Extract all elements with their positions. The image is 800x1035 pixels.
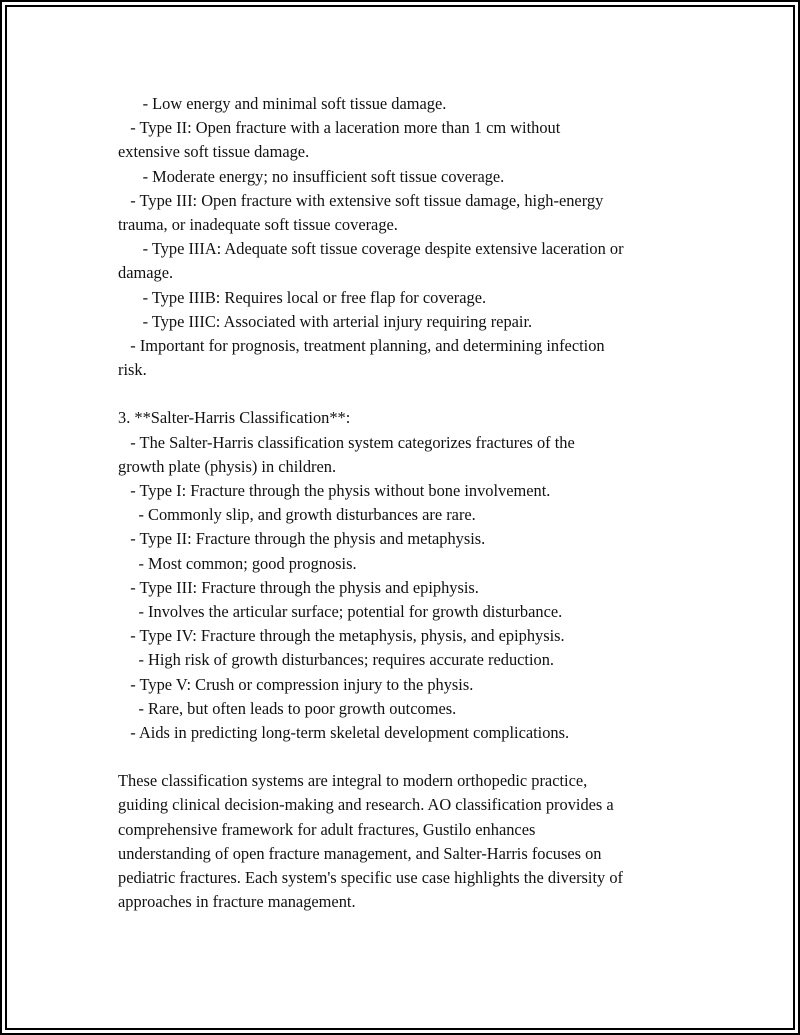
text-line: - The Salter-Harris classification system categorizes fractures of the bbox=[118, 432, 575, 452]
text-line: These classification systems are integral to modern orthopedic practice, bbox=[118, 771, 588, 791]
text-line: - Involves the articular surface; potential for growth disturbance. bbox=[118, 601, 563, 621]
text-line: - Type II: Fracture through the physis and metaphysis. bbox=[118, 529, 486, 549]
text-line: - Type I: Fracture through the physis without bone involvement. bbox=[118, 481, 551, 500]
text-line: pediatric fractures. Each system's specific use case highlights the diversity of bbox=[118, 868, 623, 887]
blank-line bbox=[118, 382, 718, 406]
text-line: extensive soft tissue damage. bbox=[118, 142, 310, 162]
text-line: - Type IV: Fracture through the metaphysis, physis, and epiphysis. bbox=[118, 626, 565, 646]
text-line: - Type V: Crush or compression injury to the physis. bbox=[118, 674, 474, 694]
text-line: guiding clinical decision-making and research. AO classification provides a bbox=[118, 795, 614, 815]
text-line: - Type III: Fracture through the physis and epiphysis. bbox=[118, 577, 479, 597]
text-line: risk. bbox=[118, 360, 147, 380]
text-line: - High risk of growth disturbances; requires accurate reduction. bbox=[118, 650, 555, 670]
text-line: - Important for prognosis, treatment planning, and determining infection bbox=[118, 335, 605, 355]
text-line: - Commonly slip, and growth disturbances are rare. bbox=[118, 505, 476, 525]
blank-line bbox=[118, 745, 718, 769]
text-line: understanding of open fracture management, and Salter-Harris focuses on bbox=[118, 843, 602, 863]
text-line: - Aids in predicting long-term skeletal development complications. bbox=[118, 722, 570, 742]
text-line: - Rare, but often leads to poor growth outcomes. bbox=[118, 698, 457, 718]
text-line: - Type II: Open fracture with a laceration more than 1 cm without bbox=[118, 118, 561, 138]
text-line: - Type IIIB: Requires local or free flap for coverage. bbox=[118, 287, 487, 307]
text-line: comprehensive framework for adult fractures, Gustilo enhances bbox=[118, 819, 536, 839]
text-line: - Type IIIA: Adequate soft tissue coverage despite extensive laceration or bbox=[118, 239, 624, 259]
text-line: growth plate (physis) in children. bbox=[118, 456, 337, 476]
text-line: trauma, or inadequate soft tissue coverage. bbox=[118, 214, 398, 234]
text-line: - Low energy and minimal soft tissue damage. bbox=[118, 94, 447, 113]
text-line: - Type III: Open fracture with extensive soft tissue damage, high-energy bbox=[118, 190, 604, 210]
text-line: approaches in fracture management. bbox=[118, 892, 356, 912]
text-line: - Most common; good prognosis. bbox=[118, 553, 357, 573]
document-body bbox=[118, 92, 718, 914]
section-heading: 3. **Salter-Harris Classification**: bbox=[118, 408, 351, 428]
text-line: - Moderate energy; no insufficient soft tissue coverage. bbox=[118, 166, 505, 186]
text-line: damage. bbox=[118, 263, 174, 283]
text-line: - Type IIIC: Associated with arterial injury requiring repair. bbox=[118, 311, 533, 331]
